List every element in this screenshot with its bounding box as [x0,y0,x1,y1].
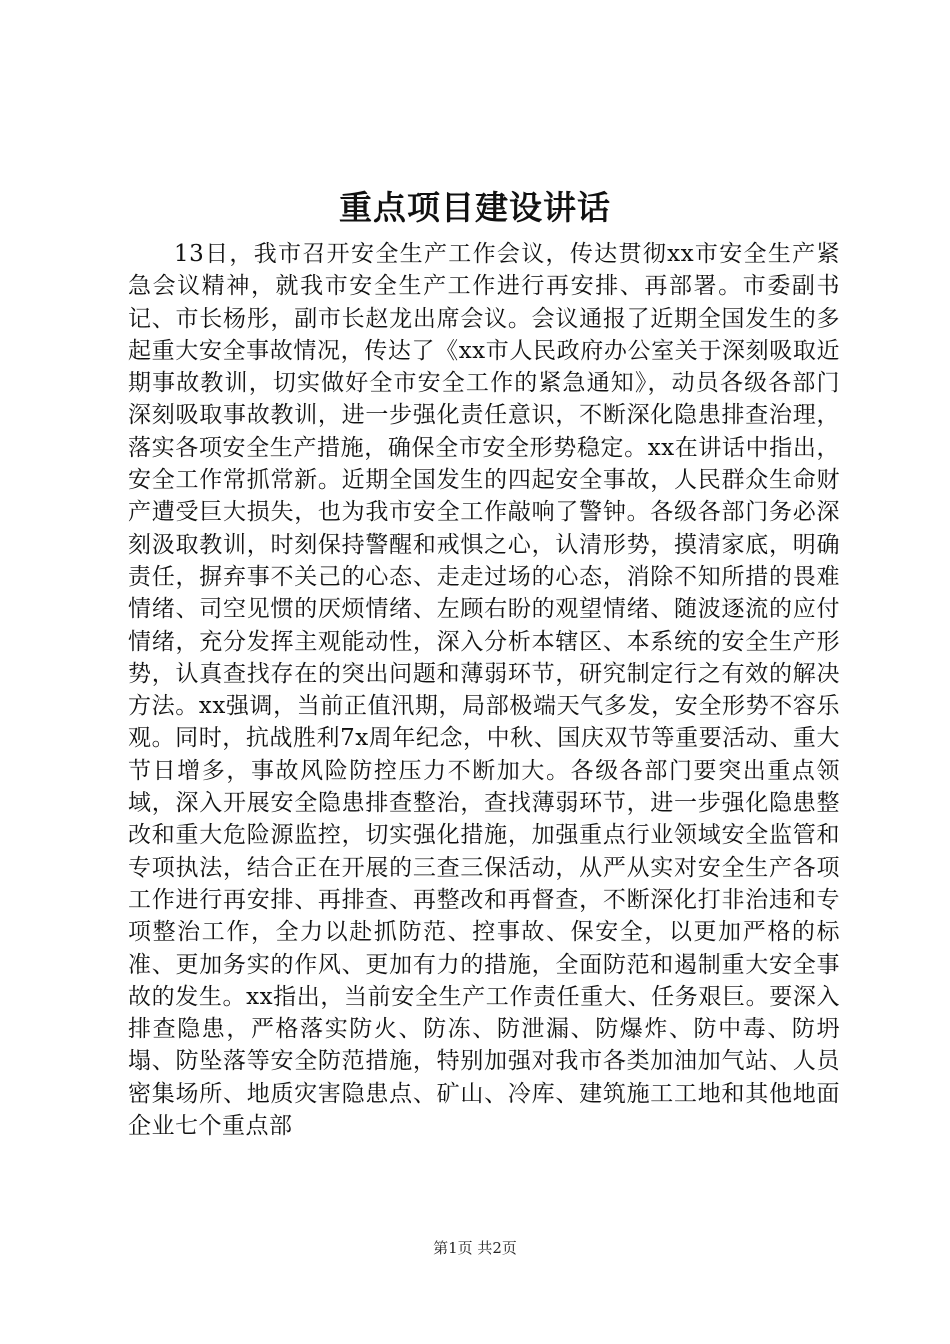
document-body-paragraph: 13日，我市召开安全生产工作会议，传达贯彻xx市安全生产紧急会议精神，就我市安全生产工作进行再安排、再部署。市委副书记、市长杨彤，副市长赵龙出席会议。会议通报了近期全国发生的多起重大安全事故情况，传达了《xx市人民政府办公室关于深刻吸取近期事故教训，切实做好全市安全工作的紧急通知》，动员各级各部门深刻吸取事故教训，进一步强化责任意识，不断深化隐患排查治理，落实各项安全生产措施，确保全市安全形势稳定。xx在讲话中指出，安全工作常抓常新。近期全国发生的四起安全事故，人民群众生命财产遭受巨大损失，也为我市安全工作敲响了警钟。各级各部门务必深刻汲取教训，时刻保持警醒和戒惧之心，认清形势，摸清家底，明确责任，摒弃事不关己的心态、走走过场的心态，消除不知所措的畏难情绪、司空见惯的厌烦情绪、左顾右盼的观望情绪、随波逐流的应付情绪，充分发挥主观能动性，深入分析本辖区、本系统的安全生产形势，认真查找存在的突出问题和薄弱环节，研究制定行之有效的解决方法。xx强调，当前正值汛期，局部极端天气多发，安全形势不容乐观。同时，抗战胜利7x周年纪念，中秋、国庆双节等重要活动、重大节日增多，事故风险防控压力不断加大。各级各部门要突出重点领域，深入开展安全隐患排查整治，查找薄弱环节，进一步强化隐患整改和重大危险源监控，切实强化措施，加强重点行业领域安全监管和专项执法，结合正在开展的三查三保活动，从严从实对安全生产各项工作进行再安排、再排查、再整改和再督查，不断深化打非治违和专项整治工作，全力以赴抓防范、控事故、保安全，以更加严格的标准、更加务实的作风、更加有力的措施，全面防范和遏制重大安全事故的发生。xx指出，当前安全生产工作责任重大、任务艰巨。要深入排查隐患，严格落实防火、防冻、防泄漏、防爆炸、防中毒、防坍塌、防坠落等安全防范措施，特别加强对我市各类加油加气站、人员密集场所、地质灾害隐患点、矿山、冷库、建筑施工工地和其他地面企业七个重点部 [128,241,840,1140]
document-title: 重点项目建设讲话 [339,188,611,227]
page-number-footer: 第1页 共2页 [433,1239,517,1257]
